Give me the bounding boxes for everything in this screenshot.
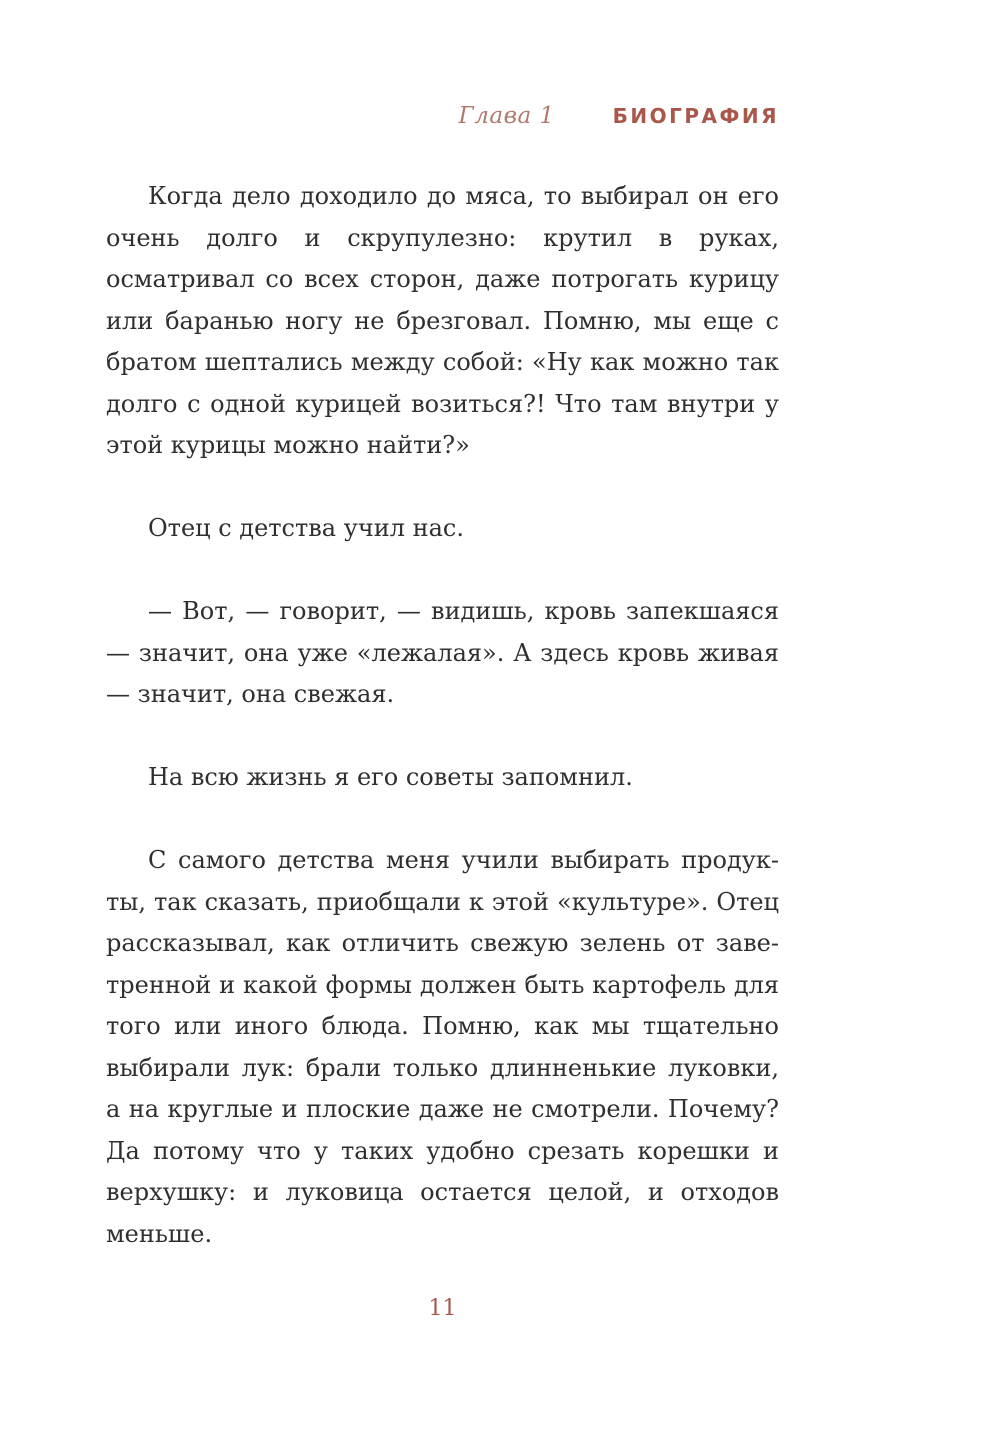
chapter-label: Глава 1 [458,103,555,129]
page-number: 11 [428,1296,457,1321]
body-text [106,176,779,1297]
paragraph-choosing-produce: С самого детства меня учили выбирать продукты, так сказать, приобщали к этой «культуре». Отец рассказывал, как отличить свежую зелень от заветренной и какой формы должен быть картофель для того или иного блюда. Помню, как мы тщательно выбирали лук: брали только длинненькие луковки, а на круглые и плоские даже не смотрели. Почему? Да потому что у таких удобно срезать корешки и верхушку: и луковица остается целой, и отходов меньше. [106,846,779,1248]
paragraph-meat-selection: Когда дело доходило до мяса, то выбирал он его очень долго и скрупулезно: крутил в руках, осматривал со всех сторон, даже потрогать курицу или баранью ногу не брезговал. Помню, мы еще с братом шептались между собой: «Ну как можно так долго с одной курицей возиться?! Что там внутри у этой курицы можно найти?» [106,182,779,459]
running-head [459,103,779,129]
paragraph-dialogue-blood: — Вот, — говорит, — видишь, кровь запекшаяся — значит, она уже «лежалая». А здесь кровь живая — значит, она свежая. [106,597,779,708]
chapter-title: БИОГРАФИЯ [612,104,779,128]
paragraph-father-taught: Отец с детства учил нас. [148,514,464,542]
paragraph-advice-remembered: На всю жизнь я его советы запомнил. [148,763,633,791]
